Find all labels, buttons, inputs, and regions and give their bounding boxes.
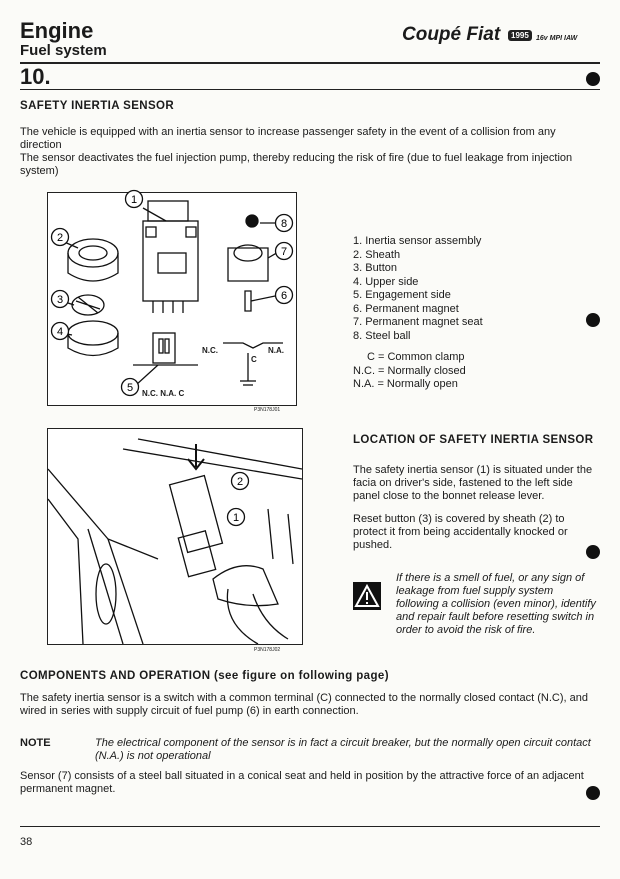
legend-item: 5. Engagement side bbox=[353, 289, 451, 301]
callout-8-label: 8 bbox=[280, 218, 288, 230]
location-paragraph-2: Reset button (3) is covered by sheath (2) to protect it from being accidentally knocked or pushed. bbox=[353, 513, 568, 551]
header-rule bbox=[20, 62, 600, 64]
heading-components: COMPONENTS AND OPERATION (see figure on following page) bbox=[20, 670, 389, 682]
binder-hole-2 bbox=[586, 313, 600, 327]
warning-icon bbox=[353, 582, 381, 610]
components-paragraph-1: The safety inertia sensor is a switch with a common terminal (C) connected to the normally closed contact (N.C), and wired in series with supply circuit of fuel pump (6) in earth connection. bbox=[20, 692, 588, 717]
figure1-code: P3N178J01 bbox=[254, 407, 281, 413]
location-photo bbox=[47, 428, 303, 645]
binder-hole-4 bbox=[586, 786, 600, 800]
callout-1 bbox=[124, 189, 144, 214]
callout-3 bbox=[50, 289, 70, 314]
figure2-code: P3N178J02 bbox=[254, 647, 281, 653]
binder-hole-1 bbox=[586, 72, 600, 86]
page-number: 38 bbox=[20, 836, 33, 848]
callout-3-label: 3 bbox=[56, 294, 64, 306]
abbreviations bbox=[353, 351, 466, 392]
callout-4 bbox=[50, 321, 70, 346]
label-nc: N.C. bbox=[202, 346, 218, 355]
label-c: C bbox=[251, 355, 257, 364]
photo-callout-1 bbox=[226, 507, 246, 532]
footer-rule bbox=[20, 826, 600, 827]
sensor-diagram bbox=[47, 192, 297, 406]
warning-text: If there is a smell of fuel, or any sign of leakage from fuel supply system following a collision (even minor), identify and repair fault before resetting switch in order to avoid the risk of fire. bbox=[396, 572, 596, 636]
photo-callout-2-label: 2 bbox=[236, 476, 244, 488]
legend-item: 2. Sheath bbox=[353, 248, 401, 261]
engine-code: 16v MPI IAW bbox=[536, 35, 578, 42]
abbr-item: N.C. = Normally closed bbox=[353, 364, 466, 377]
heading-location: LOCATION OF SAFETY INERTIA SENSOR bbox=[353, 434, 594, 446]
photo-callout-2 bbox=[230, 471, 250, 496]
components-paragraph-2: Sensor (7) consists of a steel ball situated in a conical seat and held in position by the attractive force of an adjacent permanent magnet. bbox=[20, 770, 584, 795]
section-title: Engine bbox=[20, 18, 94, 43]
callout-1-label: 1 bbox=[130, 194, 138, 206]
section-rule bbox=[20, 89, 600, 90]
callout-2 bbox=[50, 227, 70, 252]
callout-5 bbox=[120, 377, 140, 402]
binder-hole-3 bbox=[586, 545, 600, 559]
callout-6 bbox=[274, 285, 294, 310]
location-drawing bbox=[48, 429, 302, 644]
heading-safety-inertia-sensor: SAFETY INERTIA SENSOR bbox=[20, 100, 175, 112]
legend-item: 4. Upper side bbox=[353, 275, 419, 288]
sensor-diagram-drawing bbox=[48, 193, 296, 405]
legend-item: 8. Steel ball bbox=[353, 329, 411, 342]
abbr-item: N.A. = Normally open bbox=[353, 378, 458, 390]
year-badge: 1995 bbox=[508, 30, 532, 41]
abbr-item: C = Common clamp bbox=[367, 351, 465, 363]
photo-callout-1-label: 1 bbox=[232, 512, 240, 524]
label-na: N.A. bbox=[268, 346, 284, 355]
legend-item: 7. Permanent magnet seat bbox=[353, 316, 483, 328]
callout-5-label: 5 bbox=[126, 382, 134, 394]
callout-7 bbox=[274, 241, 294, 266]
intro-paragraph-2: The sensor deactivates the fuel injection pump, thereby reducing the risk of fire (due to fuel leakage from injection system) bbox=[20, 152, 573, 177]
note-text: The electrical component of the sensor is in fact a circuit breaker, but the normally open circuit contact (N.A.) is not operational bbox=[95, 737, 591, 762]
section-number: 10. bbox=[20, 64, 51, 89]
brand-name: Coupé Fiat bbox=[402, 24, 501, 45]
callout-4-label: 4 bbox=[56, 326, 64, 338]
callout-8 bbox=[274, 213, 294, 238]
callout-2-label: 2 bbox=[56, 232, 64, 244]
callout-7-label: 7 bbox=[280, 246, 288, 258]
intro-paragraph-1: The vehicle is equipped with an inertia sensor to increase passenger safety in the event of a collision from any direction bbox=[20, 126, 556, 151]
legend-item: 3. Button bbox=[353, 262, 398, 274]
note-label: NOTE bbox=[20, 737, 51, 749]
label-bottom-terminals: N.C. N.A. C bbox=[142, 389, 185, 398]
legend-item: 1. Inertia sensor assembly bbox=[353, 235, 482, 247]
legend-list bbox=[353, 235, 483, 343]
subsection-title: Fuel system bbox=[20, 42, 107, 59]
callout-6-label: 6 bbox=[280, 290, 288, 302]
location-paragraph-1: The safety inertia sensor (1) is situated under the facia on driver's side, fastened to the left side panel close to the bonnet release lever. bbox=[353, 464, 593, 502]
legend-item: 6. Permanent magnet bbox=[353, 302, 459, 315]
